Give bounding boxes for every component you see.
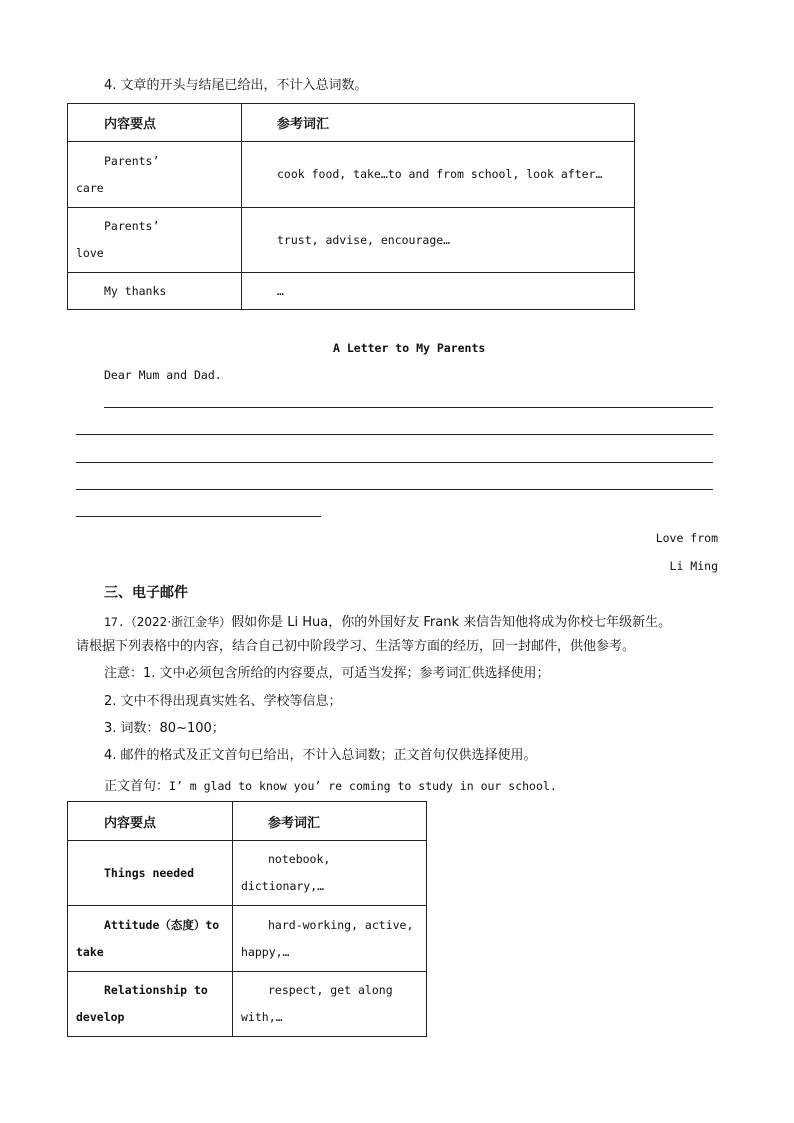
letter-closing: Love from [655,531,718,545]
vocab-line-2: with,… [241,1010,283,1024]
point-cell: My thanks [68,273,242,310]
question-source: （2022·浙江金华） [124,615,232,629]
writing-line [76,462,713,463]
section-heading: 三、电子邮件 [104,585,188,601]
header-content-points: 内容要点 [68,104,242,142]
note-2: 2. 文中不得出现真实姓名、学校等信息； [104,694,342,709]
prompt-line-2: 请根据下列表格中的内容，结合自己初中阶段学习、生活等方面的经历，回一封邮件，供他参考。 [76,639,636,654]
first-sentence-label: 正文首句： [104,779,170,794]
writing-line [104,407,713,408]
header-reference-vocab: 参考词汇 [242,104,635,142]
point-line-1: Relationship to [104,983,208,997]
vocab-line-1: respect, get along [268,983,393,997]
point-line-2: take [76,944,104,959]
letter-title: A Letter to My Parents [333,341,486,355]
table-row [68,208,635,273]
point-line-2: love [76,246,104,260]
vocab-cell: cook food, take…to and from school, look after… [242,142,635,208]
vocab-line-1: hard-working, active, [268,917,414,932]
point-cell [68,142,242,208]
table-row [68,841,427,906]
table-row [68,906,427,972]
point-line-1: Parents’ [104,219,160,233]
point-cell [68,972,233,1037]
header-reference-vocab: 参考词汇 [233,802,427,841]
writing-line [76,516,321,517]
note-4: 4. 文章的开头与结尾已给出，不计入总词数。 [104,78,368,93]
first-sentence: I’ m glad to know you’ re coming to study in our school. [169,779,557,793]
letter-greeting: Dear Mum and Dad. [104,368,222,382]
point-line-2: develop [76,1010,125,1024]
vocab-line-2: happy,… [241,944,290,959]
vocab-cell [233,841,427,906]
note-1: 注意：1. 文中必须包含所给的内容要点，可适当发挥；参考词汇供选择使用； [104,666,550,681]
table-header-row [68,802,427,841]
point-cell [68,208,242,273]
point-cell [68,906,233,972]
point-line-1: Attitude（态度）to [104,917,220,932]
letter-signature: Li Ming [669,559,718,573]
vocab-line-2: dictionary,… [241,879,325,893]
table-row [68,142,635,208]
header-content-points: 内容要点 [68,802,233,841]
point-line-1: Parents’ [104,153,160,168]
writing-line [76,489,713,490]
table-row [68,972,427,1037]
vocab-line-1: notebook, [268,852,331,866]
note-3: 3. 词数：80~100； [104,721,225,736]
note-4: 4. 邮件的格式及正文首句已给出，不计入总词数；正文首句仅供选择使用。 [104,748,537,763]
vocab-cell: trust, advise, encourage… [242,208,635,273]
reference-table-1 [67,103,635,310]
point-cell: Things needed [68,841,233,906]
question-17-line [104,613,671,629]
prompt-line-1: 假如你是 Li Hua，你的外国好友 Frank 来信告知他将成为你校七年级新生。 [231,615,672,630]
point-line-2: care [76,180,104,195]
table-header-row [68,104,635,142]
vocab-cell [233,972,427,1037]
reference-table-2 [67,801,427,1037]
vocab-cell [233,906,427,972]
question-number: 17. [104,615,125,629]
table-row [68,273,635,310]
vocab-cell: … [242,273,635,310]
first-sentence-line [104,777,557,793]
writing-line [76,434,713,435]
